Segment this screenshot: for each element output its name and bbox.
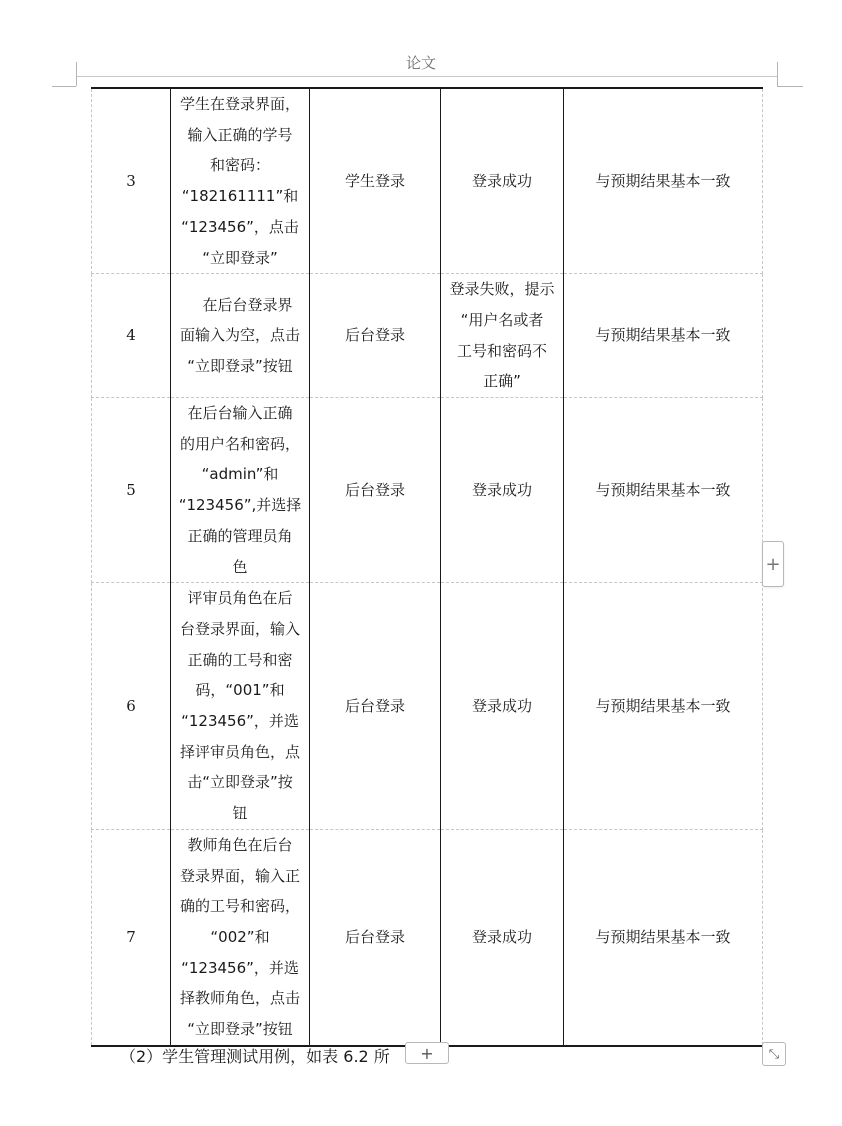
steps-line: 正确的工号和密 (187, 650, 293, 669)
expected-line: 正确” (483, 372, 521, 391)
add-column-button[interactable] (762, 541, 784, 587)
test-steps-cell[interactable] (171, 583, 310, 830)
header-divider (76, 76, 778, 77)
steps-line: 钮 (232, 804, 248, 823)
expected-result-cell[interactable] (441, 398, 564, 583)
expected-line: 登录成功 (471, 927, 532, 946)
table-resize-handle[interactable] (762, 1042, 786, 1066)
module-cell[interactable]: 后台登录 (310, 829, 441, 1045)
resize-icon: ⤡ (768, 1046, 780, 1062)
plus-icon: + (420, 1043, 434, 1063)
steps-line: 台登录界面，输入 (179, 619, 300, 638)
actual-result-cell[interactable]: 与预期结果基本一致 (564, 829, 763, 1045)
expected-line: 登录成功 (471, 171, 532, 190)
steps-line: “123456”,并选择 (178, 496, 302, 515)
module-cell[interactable]: 后台登录 (310, 583, 441, 830)
expected-result-cell[interactable] (441, 583, 564, 830)
steps-line: “123456”，并选 (181, 712, 299, 731)
module-cell[interactable]: 后台登录 (310, 398, 441, 583)
steps-line: 择评审员角色，点 (179, 742, 300, 761)
steps-line: 正确的管理员角 (187, 526, 293, 545)
case-number-cell[interactable]: 4 (92, 274, 171, 398)
margin-corner-mark (777, 86, 803, 87)
expected-result-cell[interactable] (441, 274, 564, 398)
steps-line: “123456”，点击 (181, 217, 299, 236)
plus-icon: + (765, 553, 781, 575)
test-steps-cell[interactable] (171, 829, 310, 1045)
expected-result-cell[interactable] (441, 88, 564, 274)
steps-line: 在后台登录界 (187, 295, 293, 314)
steps-line: 和密码： (209, 156, 270, 175)
steps-line: 码，“001”和 (195, 681, 285, 700)
actual-result-cell[interactable]: 与预期结果基本一致 (564, 274, 763, 398)
table-row (92, 88, 763, 274)
steps-line: “admin”和 (201, 465, 279, 484)
steps-line: 面输入为空，点击 (179, 326, 300, 345)
expected-line: 工号和密码不 (456, 341, 547, 360)
steps-line: 评审员角色在后 (187, 589, 293, 608)
test-steps-cell[interactable] (171, 398, 310, 583)
steps-line: 确的工号和密码， (179, 897, 300, 916)
module-cell[interactable]: 学生登录 (310, 88, 441, 274)
steps-line: 输入正确的学号 (187, 125, 293, 144)
table-row (92, 829, 763, 1045)
margin-corner-mark (52, 86, 76, 87)
table-row (92, 398, 763, 583)
case-number-cell[interactable]: 7 (92, 829, 171, 1045)
actual-result-cell[interactable]: 与预期结果基本一致 (564, 583, 763, 830)
steps-line: 击“立即登录”按 (187, 773, 293, 792)
add-row-button[interactable] (405, 1042, 449, 1064)
actual-result-cell[interactable]: 与预期结果基本一致 (564, 398, 763, 583)
expected-line: 登录成功 (471, 480, 532, 499)
case-number-cell[interactable]: 3 (92, 88, 171, 274)
body-paragraph[interactable]: （2）学生管理测试用例，如表 6.2 所 (120, 1047, 390, 1066)
steps-line: 登录界面，输入正 (179, 866, 300, 885)
expected-line: “用户名或者 (460, 310, 544, 329)
table-row (92, 274, 763, 398)
test-case-table (91, 87, 763, 1047)
margin-corner-mark (777, 62, 778, 86)
steps-line: “002”和 (210, 927, 270, 946)
steps-line: 色 (232, 557, 248, 576)
module-cell[interactable]: 后台登录 (310, 274, 441, 398)
steps-line: “立即登录” (202, 248, 278, 267)
steps-line: 在后台输入正确 (187, 404, 293, 423)
page-header-title: 论文 (405, 54, 436, 72)
test-steps-cell[interactable] (171, 274, 310, 398)
expected-line: 登录失败，提示 (449, 280, 555, 299)
steps-line: “立即登录”按钮 (187, 1020, 293, 1039)
steps-line: “182161111”和 (181, 187, 299, 206)
case-number-cell[interactable]: 5 (92, 398, 171, 583)
table-row (92, 583, 763, 830)
steps-line: 教师角色在后台 (187, 835, 293, 854)
test-steps-cell[interactable] (171, 88, 310, 274)
steps-line: 学生在登录界面， (179, 95, 300, 113)
expected-line: 登录成功 (471, 696, 532, 715)
margin-corner-mark (76, 62, 77, 86)
actual-result-cell[interactable]: 与预期结果基本一致 (564, 88, 763, 274)
steps-line: “123456”，并选 (181, 958, 299, 977)
steps-line: “立即登录”按钮 (187, 356, 293, 375)
steps-line: 的用户名和密码， (179, 434, 300, 453)
case-number-cell[interactable]: 6 (92, 583, 171, 830)
expected-result-cell[interactable] (441, 829, 564, 1045)
steps-line: 择教师角色，点击 (179, 989, 300, 1008)
